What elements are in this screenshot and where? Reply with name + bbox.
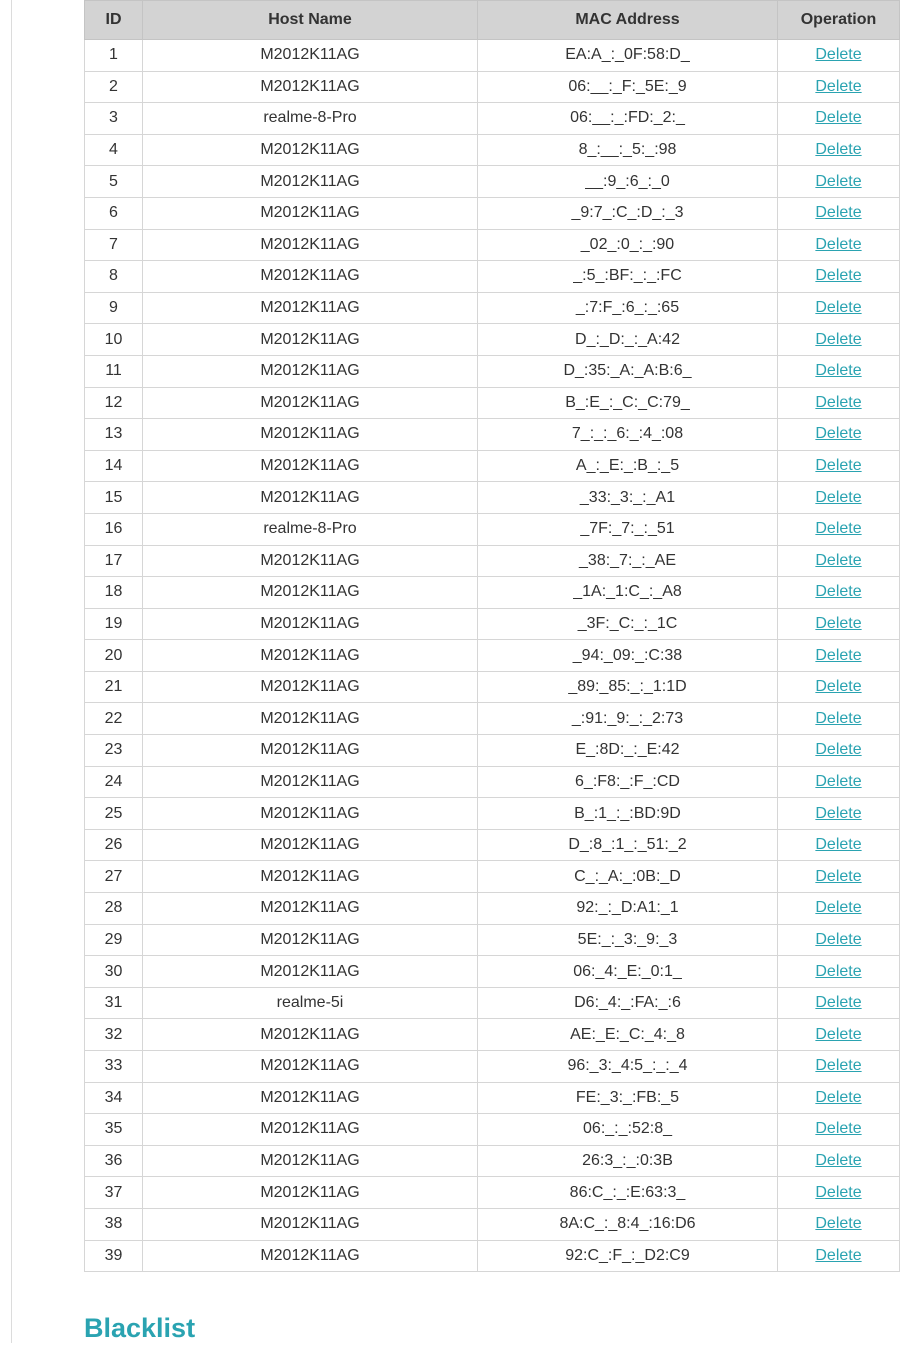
cell-mac-address: FE:_3:_:FB:_5: [478, 1082, 778, 1114]
table-row: [85, 134, 900, 166]
cell-mac-address: D_:35:_A:_A:B:6_: [478, 355, 778, 387]
delete-link[interactable]: Delete: [815, 46, 862, 64]
cell-host-name: M2012K11AG: [143, 134, 478, 166]
delete-link[interactable]: Delete: [815, 614, 862, 632]
delete-link[interactable]: Delete: [815, 141, 862, 159]
table-row: [85, 703, 900, 735]
cell-operation: [778, 987, 900, 1019]
cell-mac-address: _1A:_1:C_:_A8: [478, 577, 778, 609]
cell-id: 8: [85, 261, 143, 293]
cell-operation: [778, 450, 900, 482]
cell-operation: [778, 893, 900, 925]
cell-operation: [778, 640, 900, 672]
table-row: [85, 735, 900, 767]
cell-mac-address: _89:_85:_:_1:1D: [478, 671, 778, 703]
cell-mac-address: A_:_E:_:B_:_5: [478, 450, 778, 482]
cell-operation: [778, 229, 900, 261]
delete-link[interactable]: Delete: [815, 962, 862, 980]
cell-host-name: realme-5i: [143, 987, 478, 1019]
cell-mac-address: _9:7_:C_:D_:_3: [478, 197, 778, 229]
cell-mac-address: _94:_09:_:C:38: [478, 640, 778, 672]
cell-id: 32: [85, 1019, 143, 1051]
cell-host-name: M2012K11AG: [143, 735, 478, 767]
cell-id: 11: [85, 355, 143, 387]
cell-mac-address: D_:8_:1_:_51:_2: [478, 829, 778, 861]
cell-mac-address: D_:_D:_:_A:42: [478, 324, 778, 356]
table-row: [85, 956, 900, 988]
cell-mac-address: __:9_:6_:_0: [478, 166, 778, 198]
cell-id: 21: [85, 671, 143, 703]
cell-mac-address: 8_:__:_5:_:98: [478, 134, 778, 166]
delete-link[interactable]: Delete: [815, 551, 862, 569]
cell-id: 16: [85, 513, 143, 545]
cell-mac-address: C_:_A:_:0B:_D: [478, 861, 778, 893]
cell-mac-address: 92:_:_D:A1:_1: [478, 893, 778, 925]
cell-id: 17: [85, 545, 143, 577]
cell-operation: [778, 482, 900, 514]
table-row: [85, 71, 900, 103]
delete-link[interactable]: Delete: [815, 488, 862, 506]
cell-mac-address: B_:1_:_:BD:9D: [478, 798, 778, 830]
delete-link[interactable]: Delete: [815, 425, 862, 443]
delete-link[interactable]: Delete: [815, 362, 862, 380]
delete-link[interactable]: Delete: [815, 235, 862, 253]
cell-id: 19: [85, 608, 143, 640]
cell-mac-address: 92:C_:F_:_D2:C9: [478, 1240, 778, 1272]
cell-id: 4: [85, 134, 143, 166]
cell-id: 12: [85, 387, 143, 419]
table-row: [85, 40, 900, 72]
cell-host-name: M2012K11AG: [143, 1208, 478, 1240]
delete-link[interactable]: Delete: [815, 930, 862, 948]
cell-operation: [778, 671, 900, 703]
cell-host-name: M2012K11AG: [143, 1177, 478, 1209]
cell-mac-address: 8A:C_:_8:4_:16:D6: [478, 1208, 778, 1240]
cell-mac-address: 7_:_:_6:_:4_:08: [478, 419, 778, 451]
cell-host-name: M2012K11AG: [143, 608, 478, 640]
delete-link[interactable]: Delete: [815, 393, 862, 411]
cell-operation: [778, 1019, 900, 1051]
cell-host-name: M2012K11AG: [143, 829, 478, 861]
cell-operation: [778, 1177, 900, 1209]
cell-host-name: M2012K11AG: [143, 419, 478, 451]
delete-link[interactable]: Delete: [815, 1025, 862, 1043]
cell-id: 6: [85, 197, 143, 229]
cell-id: 29: [85, 924, 143, 956]
cell-id: 1: [85, 40, 143, 72]
table-row: [85, 292, 900, 324]
table-row: [85, 166, 900, 198]
table-row: [85, 893, 900, 925]
delete-link[interactable]: Delete: [815, 741, 862, 759]
cell-mac-address: AE:_E:_C:_4:_8: [478, 1019, 778, 1051]
cell-host-name: M2012K11AG: [143, 197, 478, 229]
table-row: [85, 197, 900, 229]
cell-id: 28: [85, 893, 143, 925]
cell-host-name: M2012K11AG: [143, 671, 478, 703]
cell-host-name: M2012K11AG: [143, 229, 478, 261]
cell-host-name: M2012K11AG: [143, 166, 478, 198]
table-row: [85, 419, 900, 451]
column-header-host-name: Host Name: [143, 1, 478, 40]
cell-id: 14: [85, 450, 143, 482]
cell-operation: [778, 1114, 900, 1146]
blacklist-heading: Blacklist: [84, 1313, 196, 1343]
cell-mac-address: B_:E_:_C:_C:79_: [478, 387, 778, 419]
delete-link[interactable]: Delete: [815, 583, 862, 601]
cell-mac-address: 06:_:_:52:8_: [478, 1114, 778, 1146]
cell-host-name: M2012K11AG: [143, 261, 478, 293]
cell-operation: [778, 1145, 900, 1177]
cell-mac-address: 5E:_:_3:_9:_3: [478, 924, 778, 956]
cell-operation: [778, 545, 900, 577]
table-row: [85, 671, 900, 703]
delete-link[interactable]: Delete: [815, 109, 862, 127]
cell-operation: [778, 766, 900, 798]
cell-operation: [778, 134, 900, 166]
delete-link[interactable]: Delete: [815, 1215, 862, 1233]
cell-operation: [778, 577, 900, 609]
delete-link[interactable]: Delete: [815, 1152, 862, 1170]
cell-operation: [778, 324, 900, 356]
cell-host-name: M2012K11AG: [143, 545, 478, 577]
cell-host-name: M2012K11AG: [143, 355, 478, 387]
table-row: [85, 1082, 900, 1114]
cell-host-name: M2012K11AG: [143, 292, 478, 324]
delete-link[interactable]: Delete: [815, 172, 862, 190]
cell-mac-address: _33:_3:_:_A1: [478, 482, 778, 514]
table-row: [85, 482, 900, 514]
table-row: [85, 355, 900, 387]
table-row: [85, 103, 900, 135]
delete-link[interactable]: Delete: [815, 1088, 862, 1106]
cell-host-name: M2012K11AG: [143, 450, 478, 482]
delete-link[interactable]: Delete: [815, 520, 862, 538]
cell-mac-address: EA:A_:_0F:58:D_: [478, 40, 778, 72]
device-table-container: [84, 0, 899, 1272]
cell-id: 38: [85, 1208, 143, 1240]
cell-id: 18: [85, 577, 143, 609]
table-row: [85, 324, 900, 356]
column-header-operation: Operation: [778, 1, 900, 40]
table-row: [85, 229, 900, 261]
cell-operation: [778, 292, 900, 324]
cell-operation: [778, 166, 900, 198]
cell-host-name: M2012K11AG: [143, 640, 478, 672]
cell-host-name: M2012K11AG: [143, 1240, 478, 1272]
cell-operation: [778, 1051, 900, 1083]
cell-mac-address: 26:3_:_:0:3B: [478, 1145, 778, 1177]
cell-mac-address: 06:__:_:FD:_2:_: [478, 103, 778, 135]
cell-mac-address: _02_:0_:_:90: [478, 229, 778, 261]
cell-id: 5: [85, 166, 143, 198]
table-row: [85, 577, 900, 609]
cell-id: 24: [85, 766, 143, 798]
cell-host-name: realme-8-Pro: [143, 513, 478, 545]
table-row: [85, 513, 900, 545]
delete-link[interactable]: Delete: [815, 836, 862, 854]
cell-operation: [778, 40, 900, 72]
cell-operation: [778, 829, 900, 861]
cell-id: 7: [85, 229, 143, 261]
table-row: [85, 766, 900, 798]
delete-link[interactable]: Delete: [815, 1120, 862, 1138]
table-row: [85, 1208, 900, 1240]
table-row: [85, 1114, 900, 1146]
delete-link[interactable]: Delete: [815, 994, 862, 1012]
table-row: [85, 450, 900, 482]
cell-id: 22: [85, 703, 143, 735]
cell-mac-address: _:91:_9:_:_2:73: [478, 703, 778, 735]
table-header-row: [85, 1, 900, 40]
table-row: [85, 829, 900, 861]
cell-operation: [778, 1082, 900, 1114]
cell-host-name: M2012K11AG: [143, 1145, 478, 1177]
cell-mac-address: D6:_4:_:FA:_:6: [478, 987, 778, 1019]
cell-host-name: M2012K11AG: [143, 956, 478, 988]
cell-mac-address: _3F:_C:_:_1C: [478, 608, 778, 640]
cell-id: 37: [85, 1177, 143, 1209]
delete-link[interactable]: Delete: [815, 204, 862, 222]
cell-id: 30: [85, 956, 143, 988]
cell-mac-address: _:5_:BF:_:_:FC: [478, 261, 778, 293]
device-table-body: [85, 40, 900, 1272]
cell-mac-address: 96:_3:_4:5_:_:_4: [478, 1051, 778, 1083]
page-left-border: [11, 0, 12, 1343]
cell-operation: [778, 1240, 900, 1272]
cell-operation: [778, 735, 900, 767]
cell-host-name: M2012K11AG: [143, 324, 478, 356]
cell-host-name: realme-8-Pro: [143, 103, 478, 135]
cell-operation: [778, 261, 900, 293]
cell-id: 3: [85, 103, 143, 135]
cell-id: 9: [85, 292, 143, 324]
table-row: [85, 608, 900, 640]
delete-link[interactable]: Delete: [815, 772, 862, 790]
cell-id: 27: [85, 861, 143, 893]
delete-link[interactable]: Delete: [815, 899, 862, 917]
cell-operation: [778, 419, 900, 451]
cell-host-name: M2012K11AG: [143, 577, 478, 609]
column-header-mac-address: MAC Address: [478, 1, 778, 40]
cell-operation: [778, 703, 900, 735]
cell-id: 39: [85, 1240, 143, 1272]
cell-id: 31: [85, 987, 143, 1019]
delete-link[interactable]: Delete: [815, 77, 862, 95]
cell-operation: [778, 608, 900, 640]
cell-host-name: M2012K11AG: [143, 1082, 478, 1114]
cell-mac-address: _7F:_7:_:_51: [478, 513, 778, 545]
cell-operation: [778, 71, 900, 103]
cell-operation: [778, 513, 900, 545]
cell-operation: [778, 798, 900, 830]
delete-link[interactable]: Delete: [815, 1057, 862, 1075]
cell-mac-address: _:7:F_:6_:_:65: [478, 292, 778, 324]
table-row: [85, 987, 900, 1019]
cell-host-name: M2012K11AG: [143, 798, 478, 830]
delete-link[interactable]: Delete: [815, 299, 862, 317]
cell-host-name: M2012K11AG: [143, 387, 478, 419]
cell-host-name: M2012K11AG: [143, 703, 478, 735]
cell-id: 36: [85, 1145, 143, 1177]
table-row: [85, 387, 900, 419]
delete-link[interactable]: Delete: [815, 804, 862, 822]
cell-host-name: M2012K11AG: [143, 40, 478, 72]
cell-operation: [778, 103, 900, 135]
cell-host-name: M2012K11AG: [143, 924, 478, 956]
table-row: [85, 861, 900, 893]
cell-host-name: M2012K11AG: [143, 482, 478, 514]
cell-operation: [778, 924, 900, 956]
table-row: [85, 545, 900, 577]
cell-host-name: M2012K11AG: [143, 1019, 478, 1051]
cell-id: 26: [85, 829, 143, 861]
table-row: [85, 924, 900, 956]
cell-operation: [778, 1208, 900, 1240]
delete-link[interactable]: Delete: [815, 867, 862, 885]
cell-operation: [778, 355, 900, 387]
cell-id: 25: [85, 798, 143, 830]
table-row: [85, 1240, 900, 1272]
delete-link[interactable]: Delete: [815, 267, 862, 285]
cell-mac-address: _38:_7:_:_AE: [478, 545, 778, 577]
cell-id: 10: [85, 324, 143, 356]
table-row: [85, 1051, 900, 1083]
cell-id: 34: [85, 1082, 143, 1114]
cell-operation: [778, 861, 900, 893]
cell-id: 2: [85, 71, 143, 103]
table-row: [85, 640, 900, 672]
cell-host-name: M2012K11AG: [143, 71, 478, 103]
cell-operation: [778, 387, 900, 419]
cell-host-name: M2012K11AG: [143, 1051, 478, 1083]
cell-mac-address: E_:8D:_:_E:42: [478, 735, 778, 767]
table-row: [85, 798, 900, 830]
cell-mac-address: 6_:F8:_:F_:CD: [478, 766, 778, 798]
cell-host-name: M2012K11AG: [143, 861, 478, 893]
table-row: [85, 1177, 900, 1209]
cell-mac-address: 06:__:_F:_5E:_9: [478, 71, 778, 103]
table-row: [85, 1019, 900, 1051]
delete-link[interactable]: Delete: [815, 678, 862, 696]
cell-operation: [778, 956, 900, 988]
cell-id: 33: [85, 1051, 143, 1083]
column-header-id: ID: [85, 1, 143, 40]
table-row: [85, 261, 900, 293]
cell-host-name: M2012K11AG: [143, 766, 478, 798]
device-table: [84, 0, 900, 1272]
cell-id: 15: [85, 482, 143, 514]
delete-link[interactable]: Delete: [815, 1183, 862, 1201]
delete-link[interactable]: Delete: [815, 1246, 862, 1264]
cell-host-name: M2012K11AG: [143, 893, 478, 925]
cell-id: 20: [85, 640, 143, 672]
delete-link[interactable]: Delete: [815, 457, 862, 475]
table-row: [85, 1145, 900, 1177]
cell-id: 35: [85, 1114, 143, 1146]
delete-link[interactable]: Delete: [815, 330, 862, 348]
cell-mac-address: 06:_4:_E:_0:1_: [478, 956, 778, 988]
cell-operation: [778, 197, 900, 229]
cell-id: 13: [85, 419, 143, 451]
cell-mac-address: 86:C_:_:E:63:3_: [478, 1177, 778, 1209]
cell-id: 23: [85, 735, 143, 767]
cell-host-name: M2012K11AG: [143, 1114, 478, 1146]
delete-link[interactable]: Delete: [815, 709, 862, 727]
delete-link[interactable]: Delete: [815, 646, 862, 664]
